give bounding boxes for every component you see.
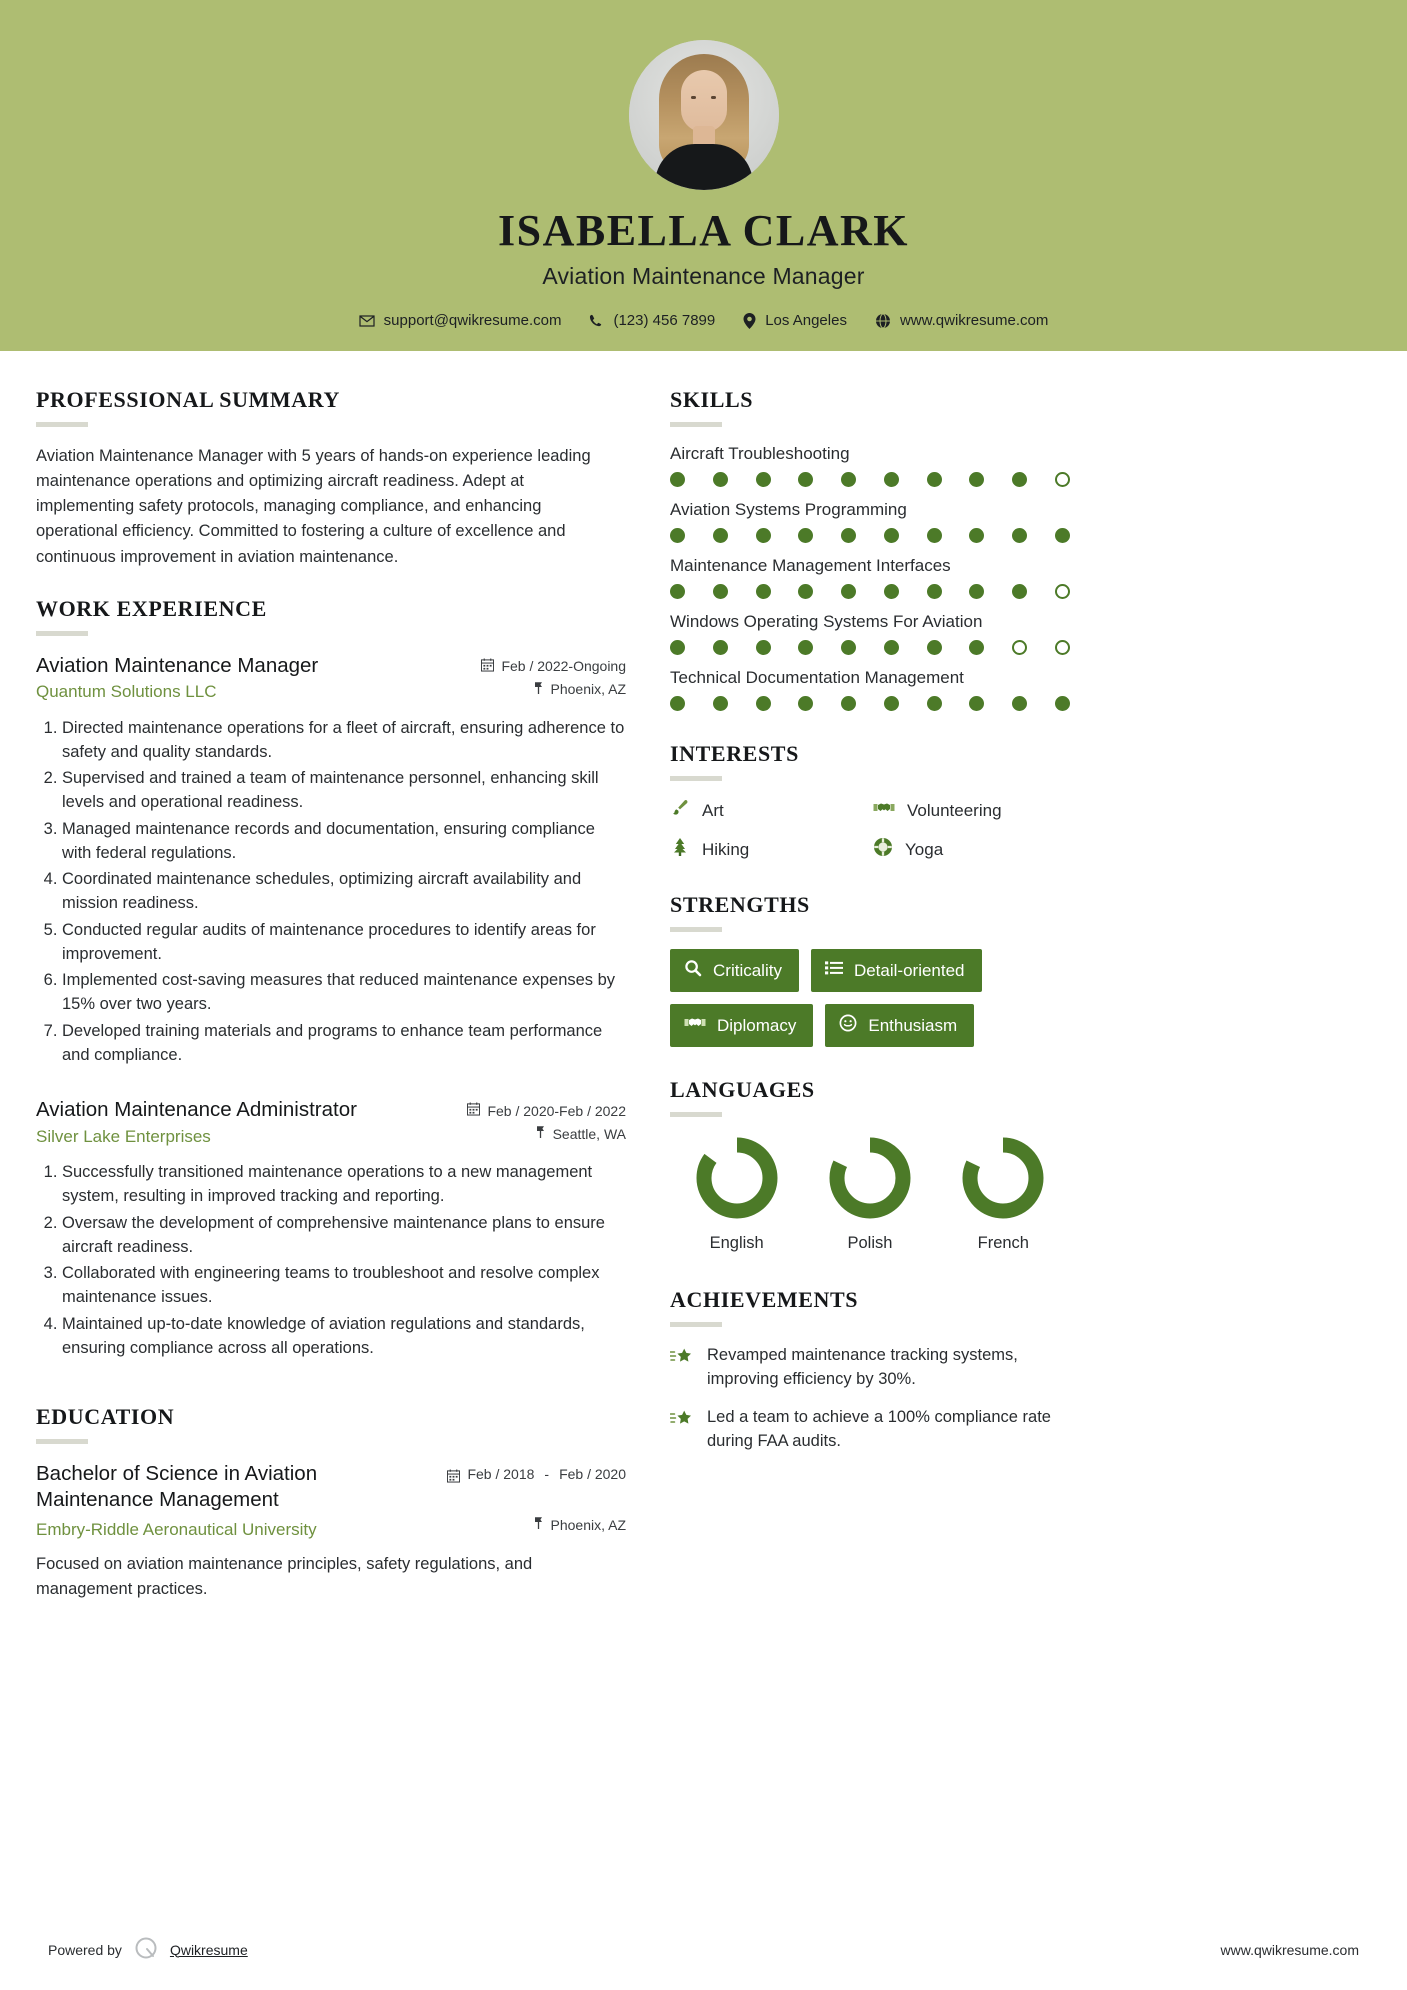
job-title: Aviation Maintenance Manager xyxy=(542,263,865,290)
strength-tag-detail-oriented[interactable] xyxy=(811,949,982,992)
globe-icon xyxy=(875,313,891,329)
skill-dot-filled xyxy=(927,528,942,543)
handshake-icon xyxy=(684,1014,706,1037)
skill-item xyxy=(670,500,1070,543)
work-date xyxy=(481,658,626,675)
smiley-icon xyxy=(839,1014,857,1037)
language-label: Polish xyxy=(847,1234,893,1253)
section-divider xyxy=(670,1322,722,1327)
skill-dot-filled xyxy=(884,528,899,543)
skill-dot-filled xyxy=(713,472,728,487)
skill-item xyxy=(670,668,1070,711)
skill-label: Maintenance Management Interfaces xyxy=(670,556,951,576)
language-item xyxy=(672,1134,802,1253)
strength-tag-diplomacy[interactable] xyxy=(670,1004,813,1047)
language-progress-ring xyxy=(693,1134,781,1222)
left-column xyxy=(36,387,626,1628)
contact-website[interactable] xyxy=(875,312,1048,329)
interest-item xyxy=(670,837,867,862)
strength-label: Detail-oriented xyxy=(853,960,965,980)
work-location-text: Seattle, WA xyxy=(552,1125,626,1142)
skill-item xyxy=(670,444,1070,487)
skill-item xyxy=(670,612,1070,655)
skill-dot-filled xyxy=(927,472,942,487)
work-bullet: 1. Directed maintenance operations for a fleet of aircraft, ensuring adherence to safety and quality standards. xyxy=(62,716,626,765)
education-school: Embry-Riddle Aeronautical University xyxy=(36,1520,317,1540)
skill-dot-filled xyxy=(969,472,984,487)
skill-rating xyxy=(670,640,1070,655)
skill-label: Windows Operating Systems For Aviation xyxy=(670,612,983,632)
section-education xyxy=(36,1404,626,1602)
powered-by-block xyxy=(48,1935,248,1964)
section-heading: EDUCATION xyxy=(36,1404,175,1430)
skill-dot-filled xyxy=(927,640,942,655)
work-location-text: Phoenix, AZ xyxy=(550,681,626,698)
work-entry xyxy=(36,1097,626,1360)
skill-rating xyxy=(670,528,1070,543)
skill-dot-empty xyxy=(1055,584,1070,599)
skill-dot-filled xyxy=(670,584,685,599)
section-strengths xyxy=(670,892,1070,1047)
map-pin-icon xyxy=(533,1516,544,1533)
skill-dot-filled xyxy=(1012,584,1027,599)
handshake-icon xyxy=(873,798,895,823)
language-progress-ring xyxy=(826,1134,914,1222)
education-description: Focused on aviation maintenance principles, safety regulations, and management practices. xyxy=(36,1555,533,1599)
achievement-text: Revamped maintenance tracking systems, improving efficiency by 30%. xyxy=(707,1346,1018,1389)
section-heading: STRENGTHS xyxy=(670,892,810,918)
strength-tag-enthusiasm[interactable] xyxy=(825,1004,974,1047)
skill-dot-filled xyxy=(841,472,856,487)
skill-dot-filled xyxy=(670,640,685,655)
work-organization: Quantum Solutions LLC xyxy=(36,682,217,702)
phone-icon xyxy=(589,313,604,328)
skill-dot-filled xyxy=(969,528,984,543)
education-entry xyxy=(36,1461,626,1602)
page-title: ISABELLA CLARK xyxy=(497,206,909,255)
interest-item xyxy=(873,798,1070,823)
achievement-item xyxy=(670,1344,1070,1392)
achievement-text: Led a team to achieve a 100% compliance rate during FAA audits. xyxy=(707,1408,1051,1450)
skill-dot-filled xyxy=(841,640,856,655)
skill-dot-filled xyxy=(756,584,771,599)
skill-dot-filled xyxy=(927,584,942,599)
work-date-text: Feb / 2022-Ongoing xyxy=(501,658,626,675)
page-footer xyxy=(0,1935,1407,1964)
achievement-item xyxy=(670,1406,1070,1454)
skill-dot-filled xyxy=(713,640,728,655)
section-divider xyxy=(670,776,722,781)
skill-dot-empty xyxy=(1055,472,1070,487)
skill-dot-filled xyxy=(884,584,899,599)
education-date-end: Feb / 2020 xyxy=(559,1466,626,1483)
contact-website-text: www.qwikresume.com xyxy=(899,312,1049,330)
skill-dot-filled xyxy=(798,528,813,543)
skill-dot-filled xyxy=(756,528,771,543)
interest-label: Hiking xyxy=(702,839,750,859)
skill-dot-filled xyxy=(969,584,984,599)
work-bullet: 5. Conducted regular audits of maintenance procedures to identify areas for improvement. xyxy=(62,918,626,967)
work-bullet: 4. Maintained up-to-date knowledge of aviation regulations and standards, ensuring compliance across all operations. xyxy=(62,1312,626,1361)
summary-text: Aviation Maintenance Manager with 5 years of hands-on experience leading maintenance operations and optimizing aircraft readiness. Adept at implementing safety protocols, managing compliance, and enhancing operational efficiency. Committed to fostering a culture of excellence and continuous improvement in aviation maintenance. xyxy=(36,447,591,566)
skill-dot-filled xyxy=(713,528,728,543)
section-heading: PROFESSIONAL SUMMARY xyxy=(36,387,340,413)
work-bullet: 3. Managed maintenance records and documentation, ensuring compliance with federal regulations. xyxy=(62,817,626,866)
strength-label: Enthusiasm xyxy=(868,1015,958,1035)
location-pin-icon xyxy=(743,313,756,329)
language-label: English xyxy=(709,1234,764,1253)
skill-dot-filled xyxy=(841,696,856,711)
contact-location-text: Los Angeles xyxy=(765,312,847,330)
footer-url[interactable]: www.qwikresume.com xyxy=(1220,1941,1359,1958)
education-location-text: Phoenix, AZ xyxy=(550,1516,626,1533)
work-bullet: 4. Coordinated maintenance schedules, optimizing aircraft availability and mission readiness. xyxy=(62,867,626,916)
skill-rating xyxy=(670,696,1070,711)
education-date xyxy=(447,1466,626,1486)
skill-item xyxy=(670,556,1070,599)
section-divider xyxy=(36,422,88,427)
section-heading: LANGUAGES xyxy=(670,1077,815,1103)
skill-label: Aircraft Troubleshooting xyxy=(670,444,850,464)
work-location xyxy=(481,681,626,698)
qwikresume-logo-icon xyxy=(133,1935,159,1964)
contact-email-text: support@qwikresume.com xyxy=(383,312,562,330)
education-date-start: Feb / 2018 xyxy=(467,1466,535,1483)
skill-dot-filled xyxy=(756,472,771,487)
work-bullet: 6. Implemented cost-saving measures that reduced maintenance expenses by 15% over two years. xyxy=(62,968,626,1017)
section-heading: INTERESTS xyxy=(670,741,799,767)
skill-dot-filled xyxy=(884,696,899,711)
work-bullet: 7. Developed training materials and programs to enhance team performance and compliance. xyxy=(62,1019,626,1068)
list-icon xyxy=(825,959,843,982)
skill-dot-filled xyxy=(756,640,771,655)
resume-body xyxy=(0,351,1407,1628)
resume-header xyxy=(0,0,1407,351)
email-icon xyxy=(359,313,375,329)
section-languages xyxy=(670,1077,1070,1253)
map-pin-icon xyxy=(535,1125,546,1142)
section-divider xyxy=(670,1112,722,1117)
interest-label: Volunteering xyxy=(907,800,1002,820)
interest-label: Yoga xyxy=(905,839,944,859)
section-interests xyxy=(670,741,1070,862)
skill-dot-filled xyxy=(884,640,899,655)
avatar xyxy=(629,40,779,190)
skill-dot-filled xyxy=(713,696,728,711)
lotus-icon xyxy=(873,837,893,862)
work-role: Aviation Maintenance Manager xyxy=(36,653,319,677)
skill-dot-filled xyxy=(841,528,856,543)
skill-dot-filled xyxy=(884,472,899,487)
contact-location[interactable] xyxy=(743,312,847,329)
skill-dot-empty xyxy=(1055,640,1070,655)
skill-dot-filled xyxy=(713,584,728,599)
work-role: Aviation Maintenance Administrator xyxy=(36,1098,357,1122)
skill-dot-filled xyxy=(1012,696,1027,711)
skill-dot-filled xyxy=(1055,696,1070,711)
contact-phone-text: (123) 456 7899 xyxy=(613,312,716,330)
skill-dot-filled xyxy=(670,528,685,543)
skill-dot-filled xyxy=(1055,528,1070,543)
education-date-separator: - xyxy=(544,1466,550,1483)
section-heading: SKILLS xyxy=(670,387,754,413)
section-divider xyxy=(670,927,722,932)
work-bullet: 3. Collaborated with engineering teams to troubleshoot and resolve complex maintenance issues. xyxy=(62,1261,626,1310)
skill-dot-filled xyxy=(798,696,813,711)
section-professional-summary xyxy=(36,387,626,569)
skill-dot-empty xyxy=(1012,640,1027,655)
skill-rating xyxy=(670,584,1070,599)
skill-dot-filled xyxy=(756,696,771,711)
skill-dot-filled xyxy=(1012,528,1027,543)
interest-item xyxy=(670,798,867,823)
powered-by-label: Powered by xyxy=(48,1941,122,1958)
section-achievements xyxy=(670,1287,1070,1454)
work-bullet: 2. Supervised and trained a team of maintenance personnel, enhancing skill levels and operational readiness. xyxy=(62,766,626,815)
calendar-icon xyxy=(481,658,494,675)
work-date xyxy=(467,1102,626,1119)
language-label: French xyxy=(977,1234,1029,1253)
contact-row xyxy=(0,312,1407,329)
skill-dot-filled xyxy=(798,584,813,599)
contact-phone[interactable] xyxy=(589,312,715,329)
skill-dot-filled xyxy=(969,640,984,655)
section-divider xyxy=(36,1439,88,1444)
tree-icon xyxy=(670,837,690,862)
interest-label: Art xyxy=(702,800,724,820)
skill-label: Technical Documentation Management xyxy=(670,668,964,688)
section-work-experience xyxy=(36,596,626,1361)
strength-label: Diplomacy xyxy=(717,1015,797,1035)
education-location xyxy=(533,1516,627,1533)
language-progress-ring xyxy=(959,1134,1047,1222)
magnifier-icon xyxy=(684,959,702,982)
strength-tag-criticality[interactable] xyxy=(670,949,799,992)
work-bullet: 1. Successfully transitioned maintenance operations to a new management system, resulting in improved tracking and reporting. xyxy=(62,1160,626,1209)
skill-dot-filled xyxy=(798,640,813,655)
map-pin-icon xyxy=(533,681,544,698)
shooting-star-icon xyxy=(670,1406,694,1434)
section-divider xyxy=(670,422,722,427)
work-bullets xyxy=(36,716,626,1068)
work-location xyxy=(467,1125,626,1142)
section-heading: ACHIEVEMENTS xyxy=(670,1287,859,1313)
skill-dot-filled xyxy=(969,696,984,711)
calendar-icon xyxy=(467,1102,480,1119)
work-bullet: 2. Oversaw the development of comprehensive maintenance plans to ensure aircraft readiness. xyxy=(62,1211,626,1260)
work-entry xyxy=(36,653,626,1068)
right-column xyxy=(670,387,1070,1480)
education-degree: Bachelor of Science in Aviation Maintenance Management xyxy=(36,1462,318,1511)
section-heading: WORK EXPERIENCE xyxy=(36,595,267,621)
skill-dot-filled xyxy=(1012,472,1027,487)
skill-dot-filled xyxy=(670,472,685,487)
work-bullets xyxy=(36,1160,626,1360)
shooting-star-icon xyxy=(670,1344,694,1372)
calendar-icon xyxy=(447,1466,460,1486)
work-date-text: Feb / 2020-Feb / 2022 xyxy=(487,1102,626,1119)
skill-dot-filled xyxy=(927,696,942,711)
paintbrush-icon xyxy=(670,798,690,823)
work-organization: Silver Lake Enterprises xyxy=(36,1126,211,1146)
strength-label: Criticality xyxy=(713,960,782,980)
skill-rating xyxy=(670,472,1070,487)
skill-dot-filled xyxy=(841,584,856,599)
language-item xyxy=(805,1134,935,1253)
skill-label: Aviation Systems Programming xyxy=(670,500,907,520)
section-skills xyxy=(670,387,1070,711)
skill-dot-filled xyxy=(798,472,813,487)
section-divider xyxy=(36,631,88,636)
skill-dot-filled xyxy=(670,696,685,711)
contact-email[interactable] xyxy=(359,312,562,329)
language-item xyxy=(938,1134,1068,1253)
interest-item xyxy=(873,837,1070,862)
qwikresume-link[interactable]: Qwikresume xyxy=(169,1941,248,1958)
